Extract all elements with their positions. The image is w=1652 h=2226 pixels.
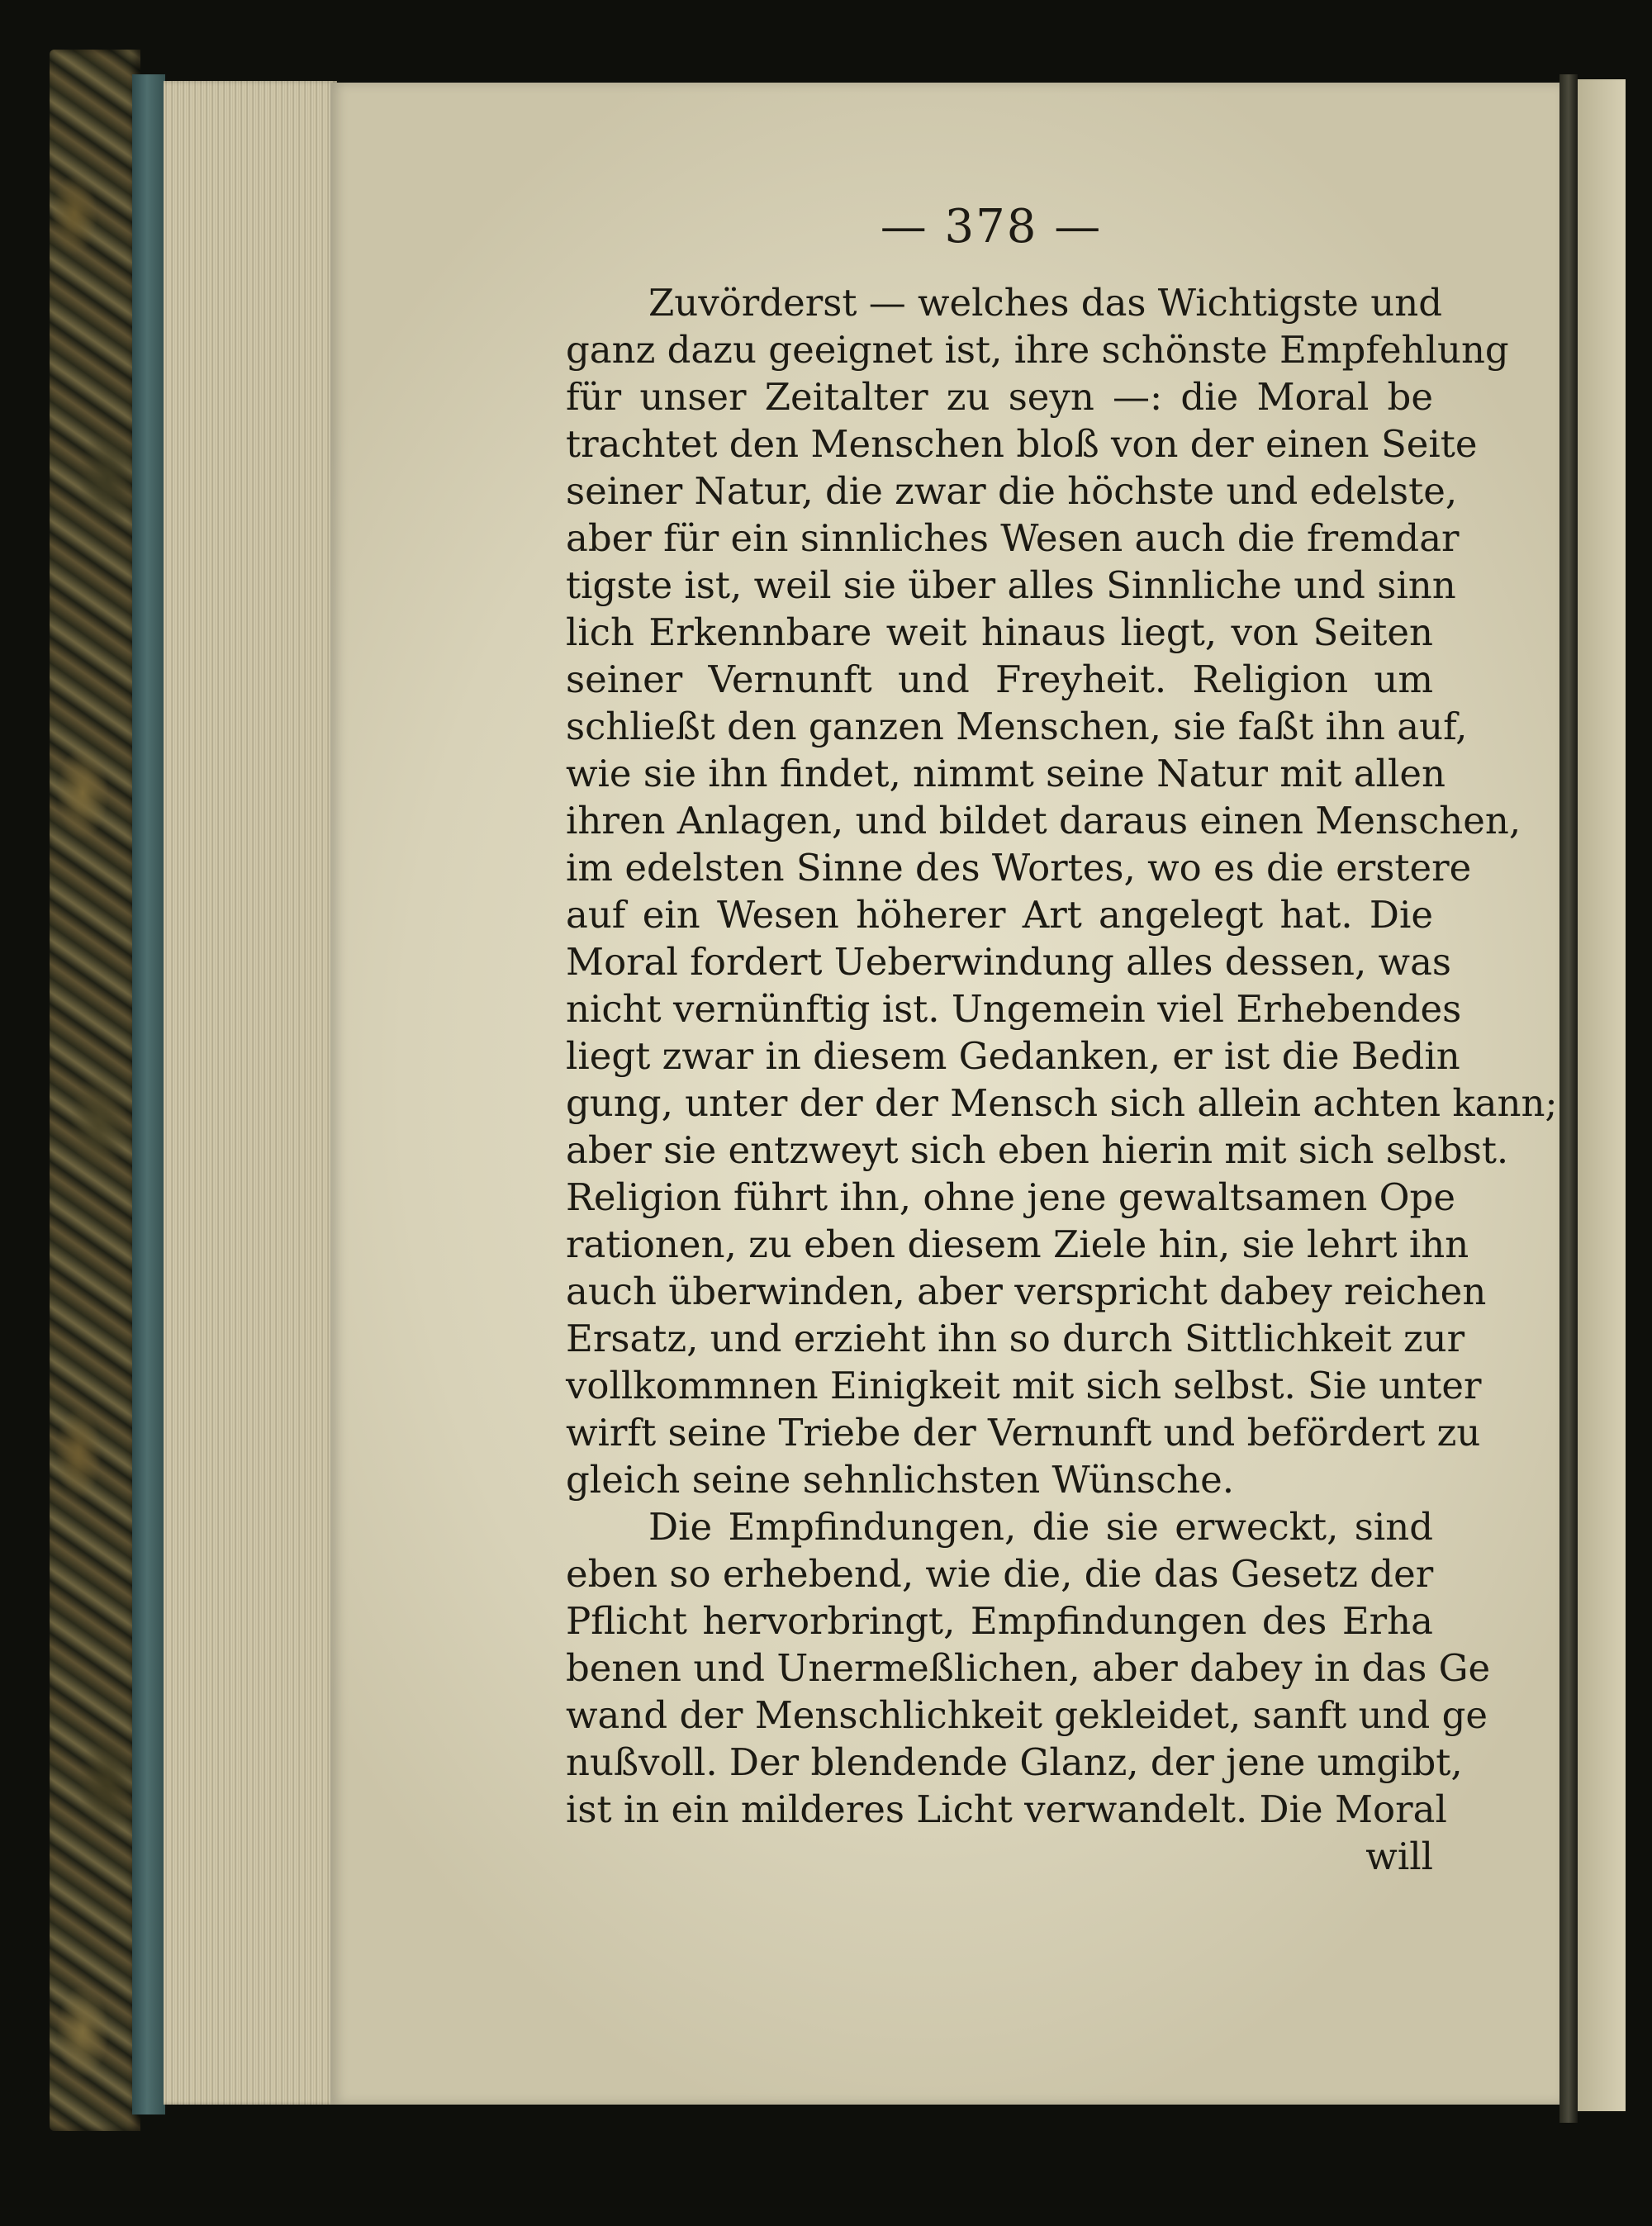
facing-page-edge	[1578, 79, 1626, 2111]
text-line: Die Empfindungen, die sie erweckt, sind	[648, 1505, 1433, 1549]
text-line: ganz dazu geeignet ist, ihre schönste Empfehlung	[566, 328, 1509, 372]
page-number: — 378 —	[880, 200, 1103, 254]
text-line: Moral fordert Ueberwindung alles dessen, was	[566, 940, 1452, 984]
body-text	[566, 279, 1558, 1880]
text-line: gung, unter der der Mensch sich allein achten kann;	[566, 1081, 1558, 1125]
text-line: wand der Menschlichkeit gekleidet, sanft und ge	[566, 1693, 1488, 1737]
text-line: im edelsten Sinne des Wortes, wo es die erstere	[566, 846, 1472, 890]
text-line: seiner Vernunft und Freyheit. Religion um	[566, 657, 1433, 701]
page-edges	[164, 81, 337, 2105]
text-line: auf ein Wesen höherer Art angelegt hat. Die	[566, 893, 1433, 937]
text-line: gleich seine sehnlichsten Wünsche.	[566, 1458, 1235, 1502]
text-line: ist in ein milderes Licht verwandelt. Die Moral	[566, 1787, 1447, 1831]
book-cover-marbled-board	[50, 50, 140, 2131]
text-line: wie sie ihn findet, nimmt seine Natur mit allen	[566, 752, 1446, 795]
text-line: Pflicht hervorbringt, Empfindungen des Erha	[566, 1599, 1433, 1643]
text-line: Religion führt ihn, ohne jene gewaltsamen Ope	[566, 1175, 1455, 1219]
text-line: nicht vernünftig ist. Ungemein viel Erhebendes	[566, 987, 1462, 1031]
text-line: seiner Natur, die zwar die höchste und edelste,	[566, 469, 1458, 513]
text-line: vollkommnen Einigkeit mit sich selbst. Sie unter	[566, 1364, 1482, 1407]
text-line: wirft seine Triebe der Vernunft und befördert zu	[566, 1411, 1481, 1455]
text-line: liegt zwar in diesem Gedanken, er ist die Bedin	[566, 1034, 1460, 1078]
text-line: ihren Anlagen, und bildet daraus einen Menschen,	[566, 799, 1521, 842]
book-cover-edge	[132, 74, 165, 2114]
book-gutter	[1559, 74, 1578, 2123]
text-line: lich Erkennbare weit hinaus liegt, von Seiten	[566, 610, 1433, 654]
text-line: auch überwinden, aber verspricht dabey reichen	[566, 1270, 1487, 1313]
text-line: rationen, zu eben diesem Ziele hin, sie lehrt ihn	[566, 1222, 1469, 1266]
text-line: für unser Zeitalter zu seyn —: die Moral be	[566, 375, 1433, 419]
text-line: tigste ist, weil sie über alles Sinnliche und sinn	[566, 563, 1456, 607]
text-line: nußvoll. Der blendende Glanz, der jene umgibt,	[566, 1740, 1463, 1784]
text-line: trachtet den Menschen bloß von der einen Seite	[566, 422, 1478, 466]
text-line: aber für ein sinnliches Wesen auch die fremdar	[566, 516, 1460, 560]
text-line: Zuvörderst — welches das Wichtigste und	[648, 281, 1442, 325]
catchword: will	[1365, 1834, 1433, 1878]
text-line: schließt den ganzen Menschen, sie faßt ihn auf,	[566, 705, 1468, 748]
text-line: aber sie entzweyt sich eben hierin mit sich selbst.	[566, 1128, 1509, 1172]
text-line: Ersatz, und erzieht ihn so durch Sittlichkeit zur	[566, 1317, 1465, 1360]
text-line: eben so erhebend, wie die, die das Gesetz der	[566, 1552, 1434, 1596]
text-line: benen und Unermeßlichen, aber dabey in das Ge	[566, 1646, 1491, 1690]
